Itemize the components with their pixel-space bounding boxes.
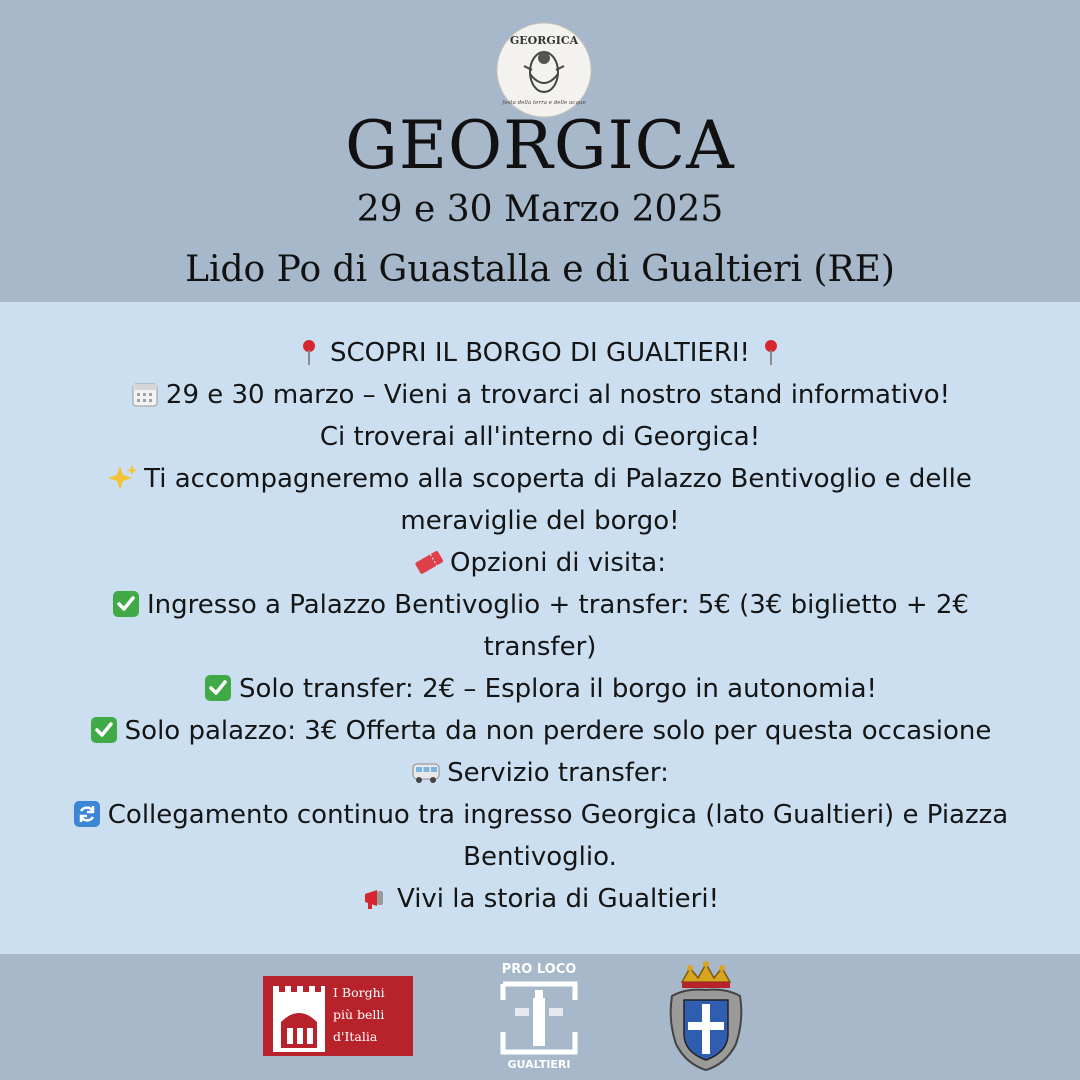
- sparkles-icon: [108, 463, 138, 491]
- megaphone-icon: [361, 883, 391, 911]
- info-line: [20, 458, 1060, 500]
- info-line: [20, 878, 1060, 920]
- proloco-logo: [499, 962, 579, 1074]
- info-line: [20, 836, 1060, 878]
- pin-icon: [294, 337, 324, 365]
- info-line: [20, 794, 1060, 836]
- info-line-text: Ci troverai all'interno di Georgica!: [319, 422, 761, 452]
- info-line-text: Ingresso a Palazzo Bentivoglio + transfer: 5€ (3€ biglietto + 2€: [147, 590, 969, 620]
- info-line-text: Collegamento continuo tra ingresso Georgica (lato Gualtieri) e Piazza: [107, 800, 1009, 830]
- event-dates: 29 e 30 Marzo 2025: [356, 189, 724, 230]
- pin-icon: [756, 337, 786, 365]
- borghi-line-2: più belli: [333, 1007, 385, 1022]
- footer: [0, 954, 1080, 1080]
- info-line-text: Ti accompagneremo alla scoperta di Palazzo Bentivoglio e delle: [144, 464, 972, 494]
- check-icon: [89, 715, 119, 743]
- info-panel: [0, 302, 1080, 954]
- gualtieri-crest: [666, 960, 746, 1074]
- loop-icon: [72, 799, 102, 827]
- minibus-icon: [411, 757, 441, 785]
- info-line: [20, 500, 1060, 542]
- georgica-logo: [496, 22, 592, 118]
- info-line-text: Solo palazzo: 3€ Offerta da non perdere solo per questa occasione: [124, 716, 992, 746]
- event-location: Lido Po di Guastalla e di Gualtieri (RE): [185, 249, 895, 290]
- info-line: [20, 710, 1060, 752]
- info-line-text: transfer): [483, 632, 597, 662]
- info-line-text: SCOPRI IL BORGO DI GUALTIERI!: [330, 338, 750, 368]
- borghi-line-1: I Borghi: [333, 985, 385, 1000]
- info-text: [20, 332, 1060, 920]
- borghi-line-3: d'Italia: [333, 1029, 378, 1044]
- info-line-text: Bentivoglio.: [463, 842, 617, 872]
- event-title: GEORGICA: [345, 107, 735, 184]
- tower-icon: [267, 982, 331, 1052]
- proloco-bottom-text: GUALTIERI: [507, 1058, 571, 1071]
- proloco-tower-icon: [499, 980, 579, 1056]
- info-line-text: Vivi la storia di Gualtieri!: [396, 884, 720, 914]
- check-icon: [203, 673, 233, 701]
- header: [0, 0, 1080, 302]
- info-line: [20, 752, 1060, 794]
- logo-label: GEORGICA: [509, 34, 579, 47]
- logo-motto: festa della terra e delle acque: [502, 100, 586, 106]
- info-line: [20, 668, 1060, 710]
- info-line-text: 29 e 30 marzo – Vieni a trovarci al nostro stand informativo!: [165, 380, 951, 410]
- info-line: [20, 584, 1060, 626]
- info-line: [20, 626, 1060, 668]
- info-line: [20, 332, 1060, 374]
- info-line: [20, 542, 1060, 584]
- proloco-top-text: PRO LOCO: [501, 962, 577, 977]
- info-line-text: Opzioni di visita:: [450, 548, 666, 578]
- calendar-icon: [130, 379, 160, 407]
- info-line-text: meraviglie del borgo!: [400, 506, 680, 536]
- borghi-logo: [263, 976, 413, 1056]
- info-line: [20, 416, 1060, 458]
- info-line-text: Solo transfer: 2€ – Esplora il borgo in autonomia!: [239, 674, 877, 704]
- check-icon: [111, 589, 141, 617]
- info-line: [20, 374, 1060, 416]
- ticket-icon: [414, 547, 444, 575]
- info-line-text: Servizio transfer:: [447, 758, 669, 788]
- borghi-text: [333, 982, 411, 1048]
